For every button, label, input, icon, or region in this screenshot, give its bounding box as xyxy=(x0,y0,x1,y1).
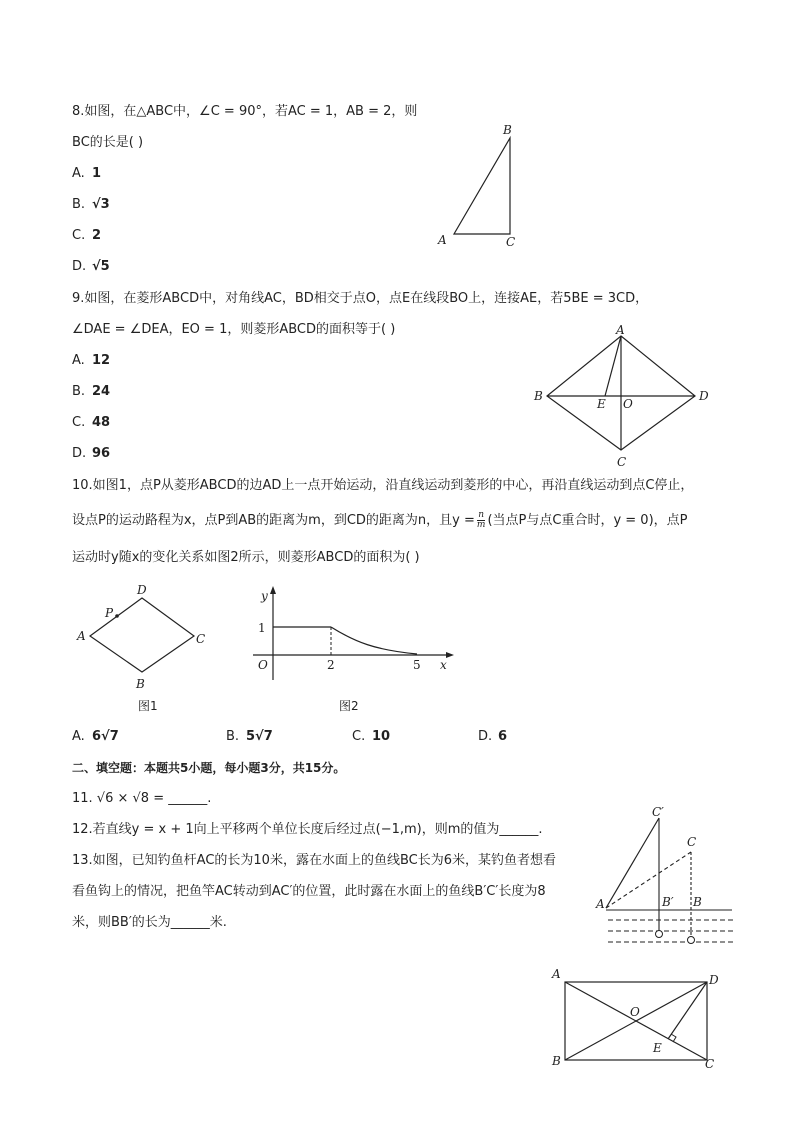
q13-fishing-rod-figure xyxy=(592,804,742,954)
q9-stem-line1: 9.如图，在菱形ABCD中，对角线AC，BD相交于点O，点E在线段BO上，连接AE，若5BE = 3CD， xyxy=(72,291,649,306)
q9-label-d: D xyxy=(699,389,709,403)
q10-option-c: C. 10 xyxy=(352,729,391,744)
q11-stem: 11. √6 × √8 = ______. xyxy=(72,791,212,806)
q8-option-b: B. √3 xyxy=(72,197,110,212)
q10-fraction: $\frac{n}{m}$ xyxy=(476,510,486,530)
q13-label-c-prime: C′ xyxy=(652,805,664,819)
section-2-heading: 二、填空题：本题共5小题，每小题3分，共15分。 xyxy=(72,761,346,775)
q10-option-d: D. 6 xyxy=(478,729,508,744)
q10-stem-line3: 运动时y随x的变化关系如图2所示，则菱形ABCD的面积为( ) xyxy=(72,550,420,565)
q13-label-c: C xyxy=(687,835,697,849)
q8-label-a: A xyxy=(438,233,447,247)
q8-label-c: C xyxy=(506,235,516,249)
q8-option-c: C. 2 xyxy=(72,228,102,243)
q10-fig1-label-a: A xyxy=(77,629,86,643)
q10-fig1-rhombus xyxy=(72,580,222,720)
q13-stem-line2: 看鱼钩上的情况，把鱼竿AC转动到AC′的位置，此时露在水面上的鱼线B′C′长度为8 xyxy=(72,884,546,899)
q10-fig2-label-y: y xyxy=(261,589,268,603)
q9-option-c: C. 48 xyxy=(72,415,111,430)
q9-option-b: B. 24 xyxy=(72,384,111,399)
q8-triangle-figure xyxy=(430,120,530,252)
rect-label-c: C xyxy=(705,1057,715,1071)
rect-label-a: A xyxy=(552,967,561,981)
q13-label-a: A xyxy=(596,897,605,911)
q10-stem-line2: 设点P的运动路程为x，点P到AB的距离为m，到CD的距离为n，且y = $\frac{n}{m}$ (当点P与点C重合时，y = 0)，点P xyxy=(72,510,688,530)
q9-label-b: B xyxy=(534,389,543,403)
q9-label-a: A xyxy=(616,323,625,337)
q10-fig2-graph xyxy=(245,582,460,720)
q10-stem-line1: 10.如图1，点P从菱形ABCD的边AD上一点开始运动，沿直线运动到菱形的中心，再沿直线运动到点C停止， xyxy=(72,478,694,493)
q10-option-b: B. 5√7 xyxy=(226,729,273,744)
q8-stem-line1: 8.如图，在△ABC中，∠C = 90°，若AC = 1，AB = 2，则 xyxy=(72,104,418,119)
q10-option-a: A. 6√7 xyxy=(72,729,119,744)
q13-label-b: B xyxy=(693,895,702,909)
q10-fig2-tick-1: 1 xyxy=(258,621,266,635)
q9-rhombus-figure xyxy=(528,322,718,472)
q9-stem-line2: ∠DAE = ∠DEA，EO = 1，则菱形ABCD的面积等于( ) xyxy=(72,322,396,337)
q10-fig2-label-x: x xyxy=(440,658,447,672)
rect-label-b: B xyxy=(552,1054,561,1068)
q10-fig2-tick-5: 5 xyxy=(413,658,421,672)
q9-label-e: E xyxy=(597,397,606,411)
q10-fig1-label-b: B xyxy=(136,677,145,691)
rectangle-figure xyxy=(545,962,725,1074)
q10-fig1-caption: 图1 xyxy=(138,699,158,713)
q10-fig1-label-d: D xyxy=(137,583,147,597)
q12-stem: 12.若直线y = x + 1向上平移两个单位长度后经过点(−1,m)，则m的值为______. xyxy=(72,822,543,837)
rect-label-o: O xyxy=(630,1005,640,1019)
q10-fig2-tick-2: 2 xyxy=(327,658,335,672)
q8-stem-line2: BC的长是( ) xyxy=(72,135,144,150)
q10-fig1-label-c: C xyxy=(196,632,206,646)
q13-label-b-prime: B′ xyxy=(662,895,674,909)
q9-label-c: C xyxy=(617,455,627,469)
q9-label-o: O xyxy=(623,397,633,411)
q8-option-a: A. 1 xyxy=(72,166,102,181)
q9-option-a: A. 12 xyxy=(72,353,111,368)
q13-stem-line1: 13.如图，已知钓鱼杆AC的长为10米，露在水面上的鱼线BC长为6米，某钓鱼者想看 xyxy=(72,853,556,868)
q8-option-d: D. √5 xyxy=(72,259,110,274)
q10-fig1-label-p: P xyxy=(105,606,114,620)
rect-label-d: D xyxy=(709,973,719,987)
rect-label-e: E xyxy=(653,1041,662,1055)
q13-stem-line3: 米，则BB′的长为______米. xyxy=(72,915,227,930)
q10-fig2-caption: 图2 xyxy=(339,699,359,713)
q9-option-d: D. 96 xyxy=(72,446,111,461)
q10-fig2-label-o: O xyxy=(258,658,268,672)
q8-label-b: B xyxy=(503,123,512,137)
